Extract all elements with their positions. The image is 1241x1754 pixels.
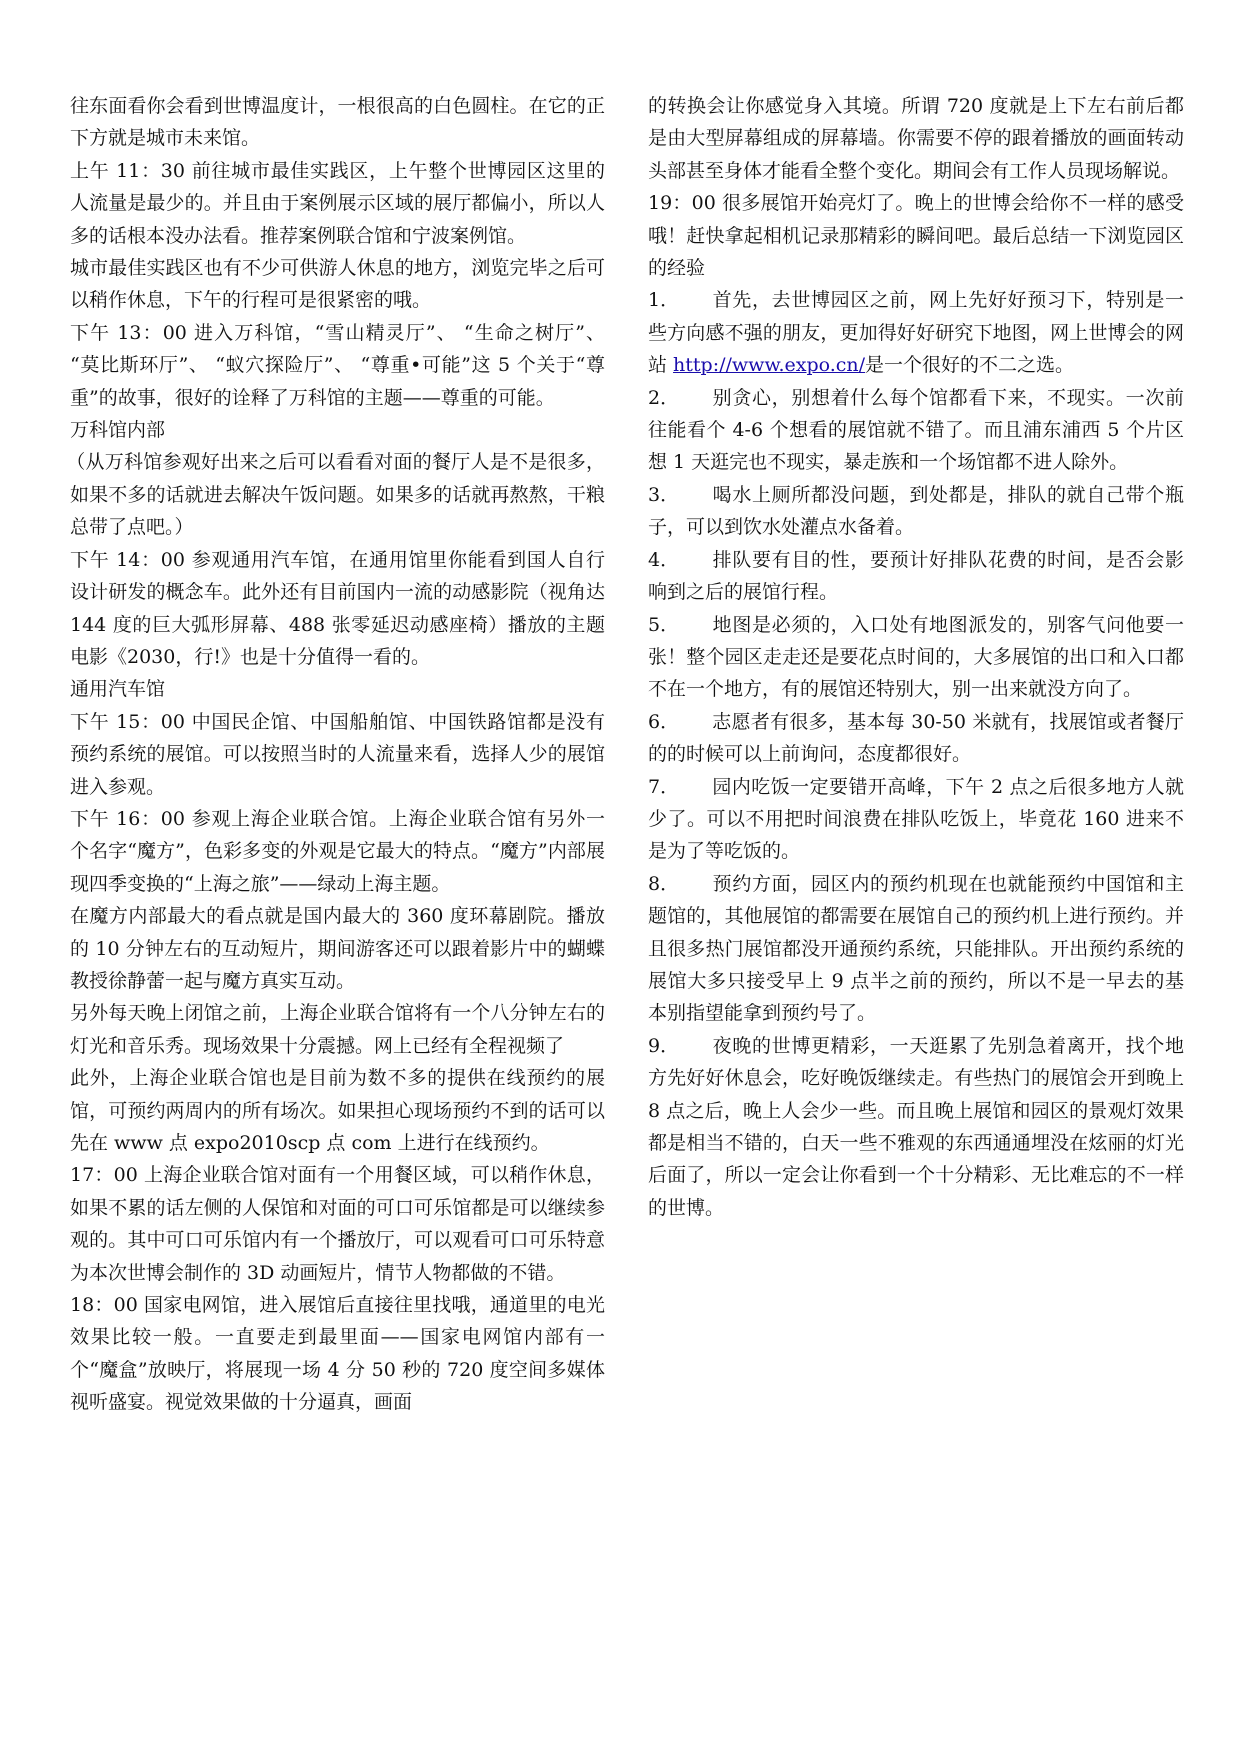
paragraph-lunch-note: （从万科馆参观好出来之后可以看看对面的餐厅人是不是很多，如果不多的话就进去解决午饭问题。如果多的话就再熬熬，干粮总带了点吧。）	[66, 451, 605, 539]
paragraph-1700: 17：00 上海企业联合馆对面有一个用餐区域，可以稍作休息，如果不累的话左侧的人保馆和对面的可口可乐馆都是可以继续参观的。其中可口可乐馆内有一个播放厅，可以观看可口可乐特意为本次世博会制作的 3D 动画短片，情节人物都做的不错。	[70, 1164, 605, 1284]
tip-number: 6．	[648, 710, 680, 733]
caption-vanke-interior: 万科馆内部	[70, 419, 166, 442]
tip-item-5	[648, 609, 1184, 706]
paragraph-cube-theater: 在魔方内部最大的看点就是国内最大的 360 度环幕剧院。播放的 10 分钟左右的互动短片，期间游客还可以跟着影片中的蝴蝶教授徐静蕾一起与魔方真实互动。	[70, 905, 605, 992]
tip-item-1	[648, 284, 1184, 381]
tip-text: 预约方面，园区内的预约机现在也就能预约中国馆和主题馆的，其他展馆的都需要在展馆自己的预约机上进行预约。并且很多热门展馆都没开通预约系统，只能排队。开出预约系统的展馆大多只接受早上 9 点半之前的预约，所以不是一早去的基本别指望能拿到预约号了。	[648, 872, 1184, 1025]
tip-number: 9．	[648, 1034, 680, 1057]
tip-text: 夜晚的世博更精彩，一天逛累了先别急着离开，找个地方先好好休息会，吃好晚饭继续走。有些热门的展馆会开到晚上 8 点之后，晚上人会少一些。而且晚上展馆和园区的景观灯效果都是相当不错的，白天一些不雅观的东西通通埋没在炫丽的灯光后面了，所以一定会让你看到一个十分精彩、无比难忘的不一样的世博。	[648, 1034, 1184, 1219]
caption-gm-pavilion: 通用汽车馆	[70, 678, 166, 701]
paragraph-best-practice-rest: 城市最佳实践区也有不少可供游人休息的地方，浏览完毕之后可以稍作休息，下午的行程可是很紧密的哦。	[70, 257, 605, 312]
tip-text: 喝水上厕所都没问题，到处都是，排队的就自己带个瓶子，可以到饮水处灌点水备着。	[648, 483, 1184, 539]
tip-text-after: 是一个很好的不二之选。	[865, 354, 1075, 377]
paragraph-1900: 19：00 很多展馆开始亮灯了。晚上的世博会给你不一样的感受哦！赶快拿起相机记录那精彩的瞬间吧。最后总结一下浏览园区的经验	[648, 192, 1184, 280]
paragraph-online-booking: 此外，上海企业联合馆也是目前为数不多的提供在线预约的展馆，可预约两周内的所有场次。如果担心现场预约不到的话可以先在 www 点 expo2010scp 点 com 上进行在线预约。	[70, 1067, 605, 1154]
tip-text: 首先，去世博园区之前，网上先好好预习下，特别是一些方向感不强的朋友，更加得好好研究下地图，网上世博会的网站	[648, 289, 1184, 377]
tip-item-7	[648, 771, 1184, 868]
tip-text: 排队要有目的性，要预计好排队花费的时间，是否会影响到之后的展馆行程。	[648, 548, 1184, 604]
tip-number: 8．	[648, 872, 680, 895]
paragraph-1800-grid: 18：00 国家电网馆，进入展馆后直接往里找哦，通道里的电光效果比较一般。一直要走到最里面——国家电网馆内部有一个“魔盒”放映厅，将展现一场 4 分 50 秒的 720 度空间多媒体视听盛宴。视觉效果做的十分逼真，画面	[70, 1294, 605, 1414]
tip-number: 1．	[648, 289, 680, 312]
tip-text: 园内吃饭一定要错开高峰，下午 2 点之后很多地方人就少了。可以不用把时间浪费在排队吃饭上，毕竟花 160 进来不是为了等吃饭的。	[648, 775, 1184, 863]
right-column	[648, 90, 1184, 1224]
tip-number: 5．	[648, 613, 680, 636]
tip-number: 4．	[648, 548, 680, 571]
paragraph-temperature: 往东面看你会看到世博温度计，一根很高的白色圆柱。在它的正下方就是城市未来馆。	[70, 95, 605, 150]
tip-item-4	[648, 544, 1184, 609]
left-column	[66, 90, 605, 1419]
tip-item-3	[648, 479, 1184, 544]
tip-number: 7．	[648, 775, 680, 798]
tip-text: 地图是必须的，入口处有地图派发的，别客气问他要一张！整个园区走走还是要花点时间的，大多展馆的出口和入口都不在一个地方，有的展馆还特别大，别一出来就没方向了。	[648, 613, 1184, 701]
paragraph-light-show: 另外每天晚上闭馆之前，上海企业联合馆将有一个八分钟左右的灯光和音乐秀。现场效果十分震撼。网上已经有全程视频了	[70, 1002, 605, 1057]
tip-text: 别贪心，别想着什么每个馆都看下来，不现实。一次前往能看个 4-6 个想看的展馆就不错了。而且浦东浦西 5 个片区想 1 天逛完也不现实，暴走族和一个场馆都不进人除外。	[648, 386, 1184, 474]
paragraph-1300-vanke: 下午 13：00 进入万科馆，“雪山精灵厅”、 “生命之树厅”、 “莫比斯环厅”、 “蚁穴探险厅”、 “尊重•可能”这 5 个关于“尊重”的故事，很好的诠释了万科馆的主题——尊重的可能。	[70, 321, 605, 409]
tip-item-6	[648, 706, 1184, 771]
tip-item-2	[648, 382, 1184, 479]
paragraph-720-continued: 的转换会让你感觉身入其境。所谓 720 度就是上下左右前后都是由大型屏幕组成的屏幕墙。你需要不停的跟着播放的画面转动头部甚至身体才能看全整个变化。期间会有工作人员现场解说。	[648, 95, 1184, 182]
paragraph-1500: 下午 15：00 中国民企馆、中国船舶馆、中国铁路馆都是没有预约系统的展馆。可以按照当时的人流量来看，选择人少的展馆进入参观。	[70, 710, 605, 798]
paragraph-1400-gm: 下午 14：00 参观通用汽车馆，在通用馆里你能看到国人自行设计研发的概念车。此外还有目前国内一流的动感影院（视角达 144 度的巨大弧形屏幕、488 张零延迟动感座椅）播放的主题电影《2030，行!》也是十分值得一看的。	[70, 548, 605, 668]
paragraph-1600-shanghai: 下午 16：00 参观上海企业联合馆。上海企业联合馆有另外一个名字“魔方”，色彩多变的外观是它最大的特点。“魔方”内部展现四季变换的“上海之旅”——绿动上海主题。	[70, 807, 605, 895]
tip-text: 志愿者有很多，基本每 30-50 米就有，找展馆或者餐厅的的时候可以上前询问，态度都很好。	[648, 710, 1184, 766]
expo-website-link[interactable]: http://www.expo.cn/	[673, 354, 866, 377]
paragraph-1130: 上午 11：30 前往城市最佳实践区，上午整个世博园区这里的人流量是最少的。并且由于案例展示区域的展厅都偏小，所以人多的话根本没办法看。推荐案例联合馆和宁波案例馆。	[70, 159, 605, 247]
tip-number: 3．	[648, 483, 680, 506]
tip-number: 2．	[648, 386, 680, 409]
tip-item-8	[648, 868, 1184, 1030]
tip-item-9	[648, 1030, 1184, 1224]
